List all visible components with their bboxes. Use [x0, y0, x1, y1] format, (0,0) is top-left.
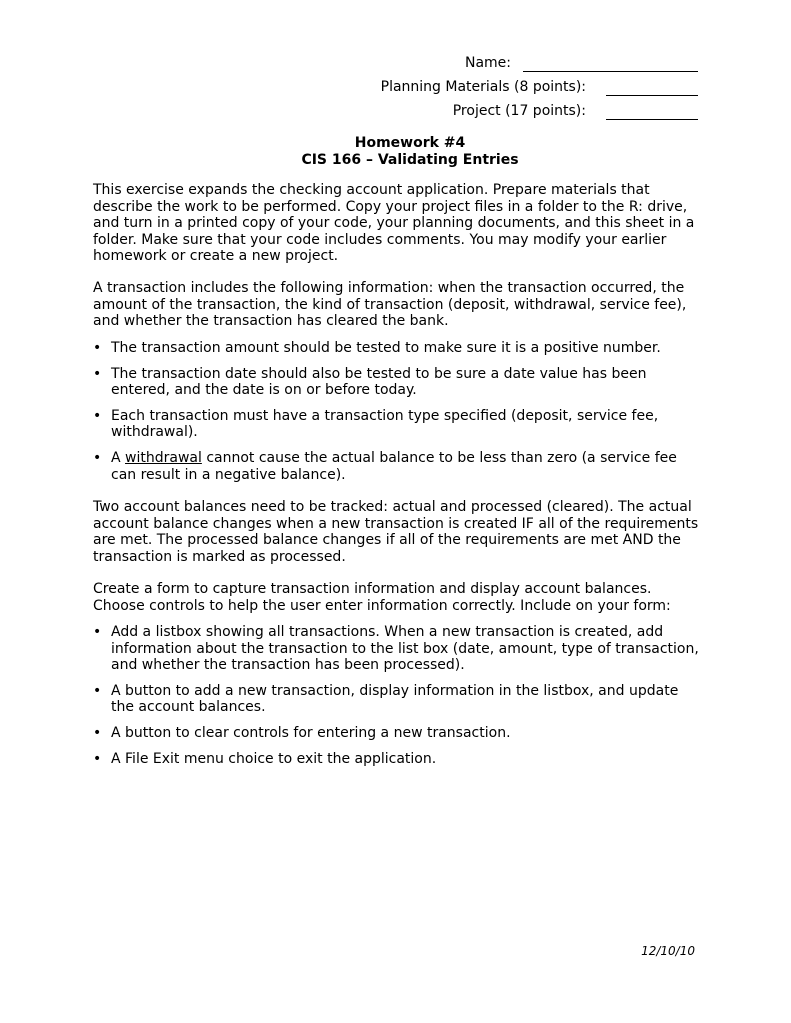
- list-item-text: A File Exit menu choice to exit the application.: [111, 750, 437, 767]
- intro-paragraph: This exercise expands the checking account application. Prepare materials that describe the work to be performed. Copy your project files in a folder to the R: drive, and turn in a printed copy of your code, your planning documents, and this sheet in a folder. Make sure that your code includes comments. You may modify your earlier homework or create a new project.: [93, 182, 695, 265]
- document-title: [0, 135, 791, 169]
- list-item: [93, 450, 703, 483]
- bullet-icon: •: [93, 365, 102, 382]
- list-item: [93, 725, 703, 742]
- transaction-info-block: [93, 280, 703, 330]
- list-item: [93, 340, 703, 357]
- form-paragraph: Create a form to capture transaction information and display account balances. Choose controls to help the user enter information correctly. Include on your form:: [93, 581, 671, 614]
- balances-paragraph: Two account balances need to be tracked: actual and processed (cleared). The actual account balance changes when a new transaction is created IF all of the requirements are met. The processed balance changes if all of the requirements are met AND the transaction is marked as processed.: [93, 499, 699, 565]
- project-blank-line: [606, 105, 698, 120]
- requirements-list-block: [93, 340, 703, 483]
- bullet-icon: •: [93, 407, 102, 424]
- name-blank-line: [523, 57, 698, 72]
- intro-paragraph-block: [93, 182, 703, 265]
- form-paragraph-block: [93, 581, 703, 614]
- list-item-text: [111, 450, 677, 483]
- project-field-row: [453, 102, 698, 120]
- bullet-icon: •: [93, 624, 102, 640]
- list-item-text: The transaction amount should be tested to make sure it is a positive number.: [111, 340, 661, 356]
- title-line-1: Homework #4: [354, 135, 466, 151]
- form-controls-list: [93, 624, 703, 767]
- name-field-row: [465, 54, 698, 72]
- balances-paragraph-block: [93, 499, 703, 565]
- bullet-icon: •: [93, 724, 102, 741]
- list-item-text: A button to add a new transaction, display information in the listbox, and update the account balances.: [111, 682, 679, 716]
- name-label: Name:: [464, 55, 511, 71]
- list-item-text: Each transaction must have a transaction type specified (deposit, service fee, withdrawal).: [111, 407, 659, 441]
- withdrawal-underlined-term: withdrawal: [125, 449, 202, 466]
- bullet-icon: •: [93, 340, 102, 356]
- planning-label: Planning Materials (8 points):: [380, 79, 586, 95]
- list-item: [93, 683, 703, 716]
- list-item: [93, 751, 703, 768]
- bullet-icon: •: [93, 682, 102, 699]
- list-item-text: The transaction date should also be tested to be sure a date value has been entered, and the date is on or before today.: [111, 365, 647, 399]
- list-item: [93, 408, 703, 441]
- transaction-info-paragraph: A transaction includes the following information: when the transaction occurred, the amount of the transaction, the kind of transaction (deposit, withdrawal, service fee), and whether the transaction has cleared the bank.: [93, 280, 687, 330]
- footer-date: 12/10/10: [641, 944, 695, 958]
- planning-field-row: [381, 78, 698, 96]
- requirements-list: [93, 340, 703, 483]
- list-item-text: A button to clear controls for entering a new transaction.: [111, 724, 511, 741]
- form-controls-list-block: [93, 624, 703, 767]
- project-label: Project (17 points):: [452, 103, 586, 119]
- planning-blank-line: [606, 81, 698, 96]
- bullet-icon: •: [93, 750, 102, 767]
- list-item-text-suffix: cannot cause the actual balance to be less than zero (a service fee can result in a negative balance).: [111, 449, 677, 483]
- list-item: [93, 624, 703, 674]
- title-line-2: CIS 166 – Validating Entries: [301, 152, 519, 168]
- list-item-text: Add a listbox showing all transactions. When a new transaction is created, add information about the transaction to the list box (date, amount, type of transaction, and whether the transaction has been processed).: [111, 624, 699, 674]
- bullet-icon: •: [93, 449, 102, 466]
- list-item-text-prefix: A: [111, 449, 126, 466]
- list-item: [93, 366, 703, 399]
